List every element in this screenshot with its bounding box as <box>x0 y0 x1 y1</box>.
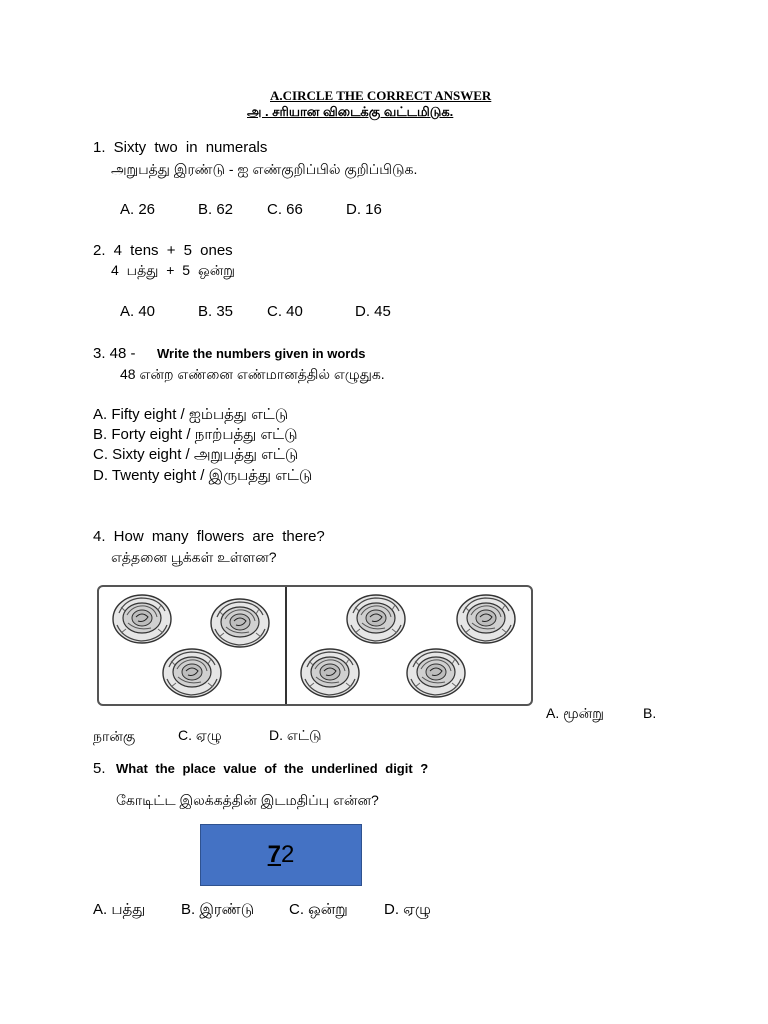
question-4-option-b-label[interactable]: B. <box>643 705 657 721</box>
question-1-tamil: அறுபத்து இரண்டு - ஐ எண்குறிப்பில் குறிப்பிடுக. <box>111 161 418 177</box>
underlined-digit: 7 <box>267 841 281 868</box>
question-1-option-b[interactable]: B. 62 <box>198 201 234 218</box>
image-divider <box>285 587 287 704</box>
question-1-option-d[interactable]: D. 16 <box>346 201 382 218</box>
rose-flower-icon <box>455 593 517 645</box>
question-3-option-a[interactable]: A. Fifty eight / ஐம்பத்து எட்டு <box>93 406 289 423</box>
rose-flower-icon <box>209 597 271 649</box>
question-2-option-c[interactable]: C. 40 <box>267 303 303 320</box>
question-3-option-b[interactable]: B. Forty eight / நாற்பத்து எட்டு <box>93 426 298 443</box>
number-box <box>200 824 362 886</box>
question-4-option-a[interactable]: A. மூன்று <box>546 705 604 721</box>
rose-flower-icon <box>405 647 467 699</box>
worksheet-title-tamil: அ . சரியான விடைக்கு வட்டமிடுக. <box>247 104 454 119</box>
question-1-text: 1. Sixty two in numerals <box>93 139 268 156</box>
question-1-option-c[interactable]: C. 66 <box>267 201 303 218</box>
question-3-option-d[interactable]: D. Twenty eight / இருபத்து எட்டு <box>93 467 313 484</box>
rose-flower-icon <box>299 647 361 699</box>
flowers-image <box>97 585 533 706</box>
worksheet-title: A.CIRCLE THE CORRECT ANSWER <box>270 88 492 103</box>
question-5-option-d[interactable]: D. ஏழு <box>384 901 431 918</box>
question-4-option-d[interactable]: D. எட்டு <box>269 727 322 743</box>
question-5-tamil: கோடிட்ட இலக்கத்தின் இடமதிப்பு என்ன? <box>116 792 379 808</box>
question-5-option-a[interactable]: A. பத்து <box>93 901 146 918</box>
plain-digit: 2 <box>281 841 295 868</box>
question-2-option-a[interactable]: A. 40 <box>120 303 156 320</box>
rose-flower-icon <box>161 647 223 699</box>
question-5-number: 5. <box>93 760 106 777</box>
question-4-text: 4. How many flowers are there? <box>93 528 325 545</box>
question-4-option-c[interactable]: C. ஏழு <box>178 727 222 743</box>
question-2-tamil: 4 பத்து + 5 ஒன்று <box>111 262 235 278</box>
question-5-option-c[interactable]: C. ஒன்று <box>289 901 348 918</box>
question-5-text: What the place value of the underlined digit ? <box>116 761 429 776</box>
question-2-text: 2. 4 tens + 5 ones <box>93 242 233 259</box>
question-3-option-c[interactable]: C. Sixty eight / அறுபத்து எட்டு <box>93 446 299 463</box>
question-5-option-b[interactable]: B. இரண்டு <box>181 901 255 918</box>
question-1-option-a[interactable]: A. 26 <box>120 201 156 218</box>
rose-flower-icon <box>111 593 173 645</box>
rose-flower-icon <box>345 593 407 645</box>
question-4-option-b-text[interactable]: நான்கு <box>93 728 136 744</box>
question-3-number: 3. 48 - <box>93 345 136 362</box>
question-3-text: Write the numbers given in words <box>157 346 366 361</box>
question-2-option-d[interactable]: D. 45 <box>355 303 391 320</box>
question-3-tamil: 48 என்ற எண்னை எண்மானத்தில் எழுதுக. <box>120 366 385 382</box>
question-2-option-b[interactable]: B. 35 <box>198 303 234 320</box>
question-4-tamil: எத்தனை பூக்கள் உள்ளன? <box>111 549 277 565</box>
